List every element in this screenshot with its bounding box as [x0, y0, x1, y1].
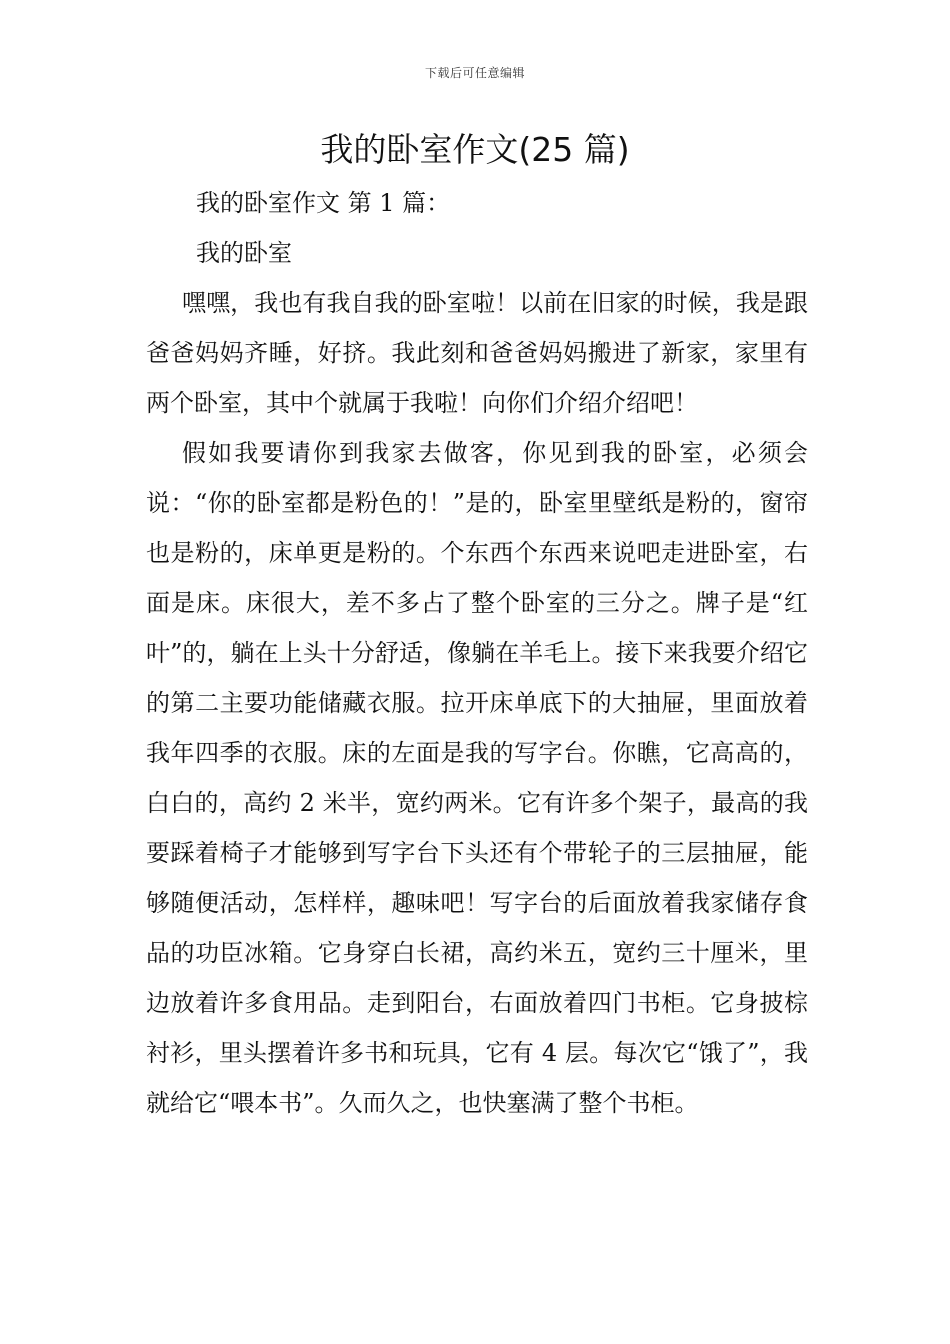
section-label: 我的卧室作文 第 1 篇：: [196, 189, 451, 217]
document-body: [146, 178, 808, 1128]
header-note: 下载后可任意编辑: [424, 66, 525, 80]
paragraph: 嘿嘿，我也有我自我的卧室啦！以前在旧家的时候，我是跟爸爸妈妈齐睡，好挤。我此刻和爸爸妈妈搬进了新家，家里有两个卧室，其中个就属于我啦！向你们介绍介绍吧！: [146, 289, 808, 417]
paragraph: 假如我要请你到我家去做客，你见到我的卧室，必须会说：“你的卧室都是粉色的！”是的，卧室里壁纸是粉的，窗帘也是粉的，床单更是粉的。个东西个东西来说吧走进卧室，右面是床。床很大，差不多占了整个卧室的三分之。牌子是“红叶”的，躺在上头十分舒适，像躺在羊毛上。接下来我要介绍它的第二主要功能储藏衣服。拉开床单底下的大抽屉，里面放着我年四季的衣服。床的左面是我的写字台。你瞧，它高高的，白白的，高约 2 米半，宽约两米。它有许多个架子，最高的我要踩着椅子才能够到写字台下头还有个带轮子的三层抽屉，能够随便活动，怎样样，趣味吧！写字台的后面放着我家储存食品的功臣冰箱。它身穿白长裙，高约米五，宽约三十厘米，里边放着许多食用品。走到阳台，右面放着四门书柜。它身披棕衬衫，里头摆着许多书和玩具，它有 4 层。每次它“饿了”，我就给它“喂本书”。久而久之，也快塞满了整个书柜。: [146, 439, 808, 1117]
document-title: 我的卧室作文(25 篇): [320, 130, 630, 169]
essay-title: 我的卧室: [196, 239, 292, 267]
